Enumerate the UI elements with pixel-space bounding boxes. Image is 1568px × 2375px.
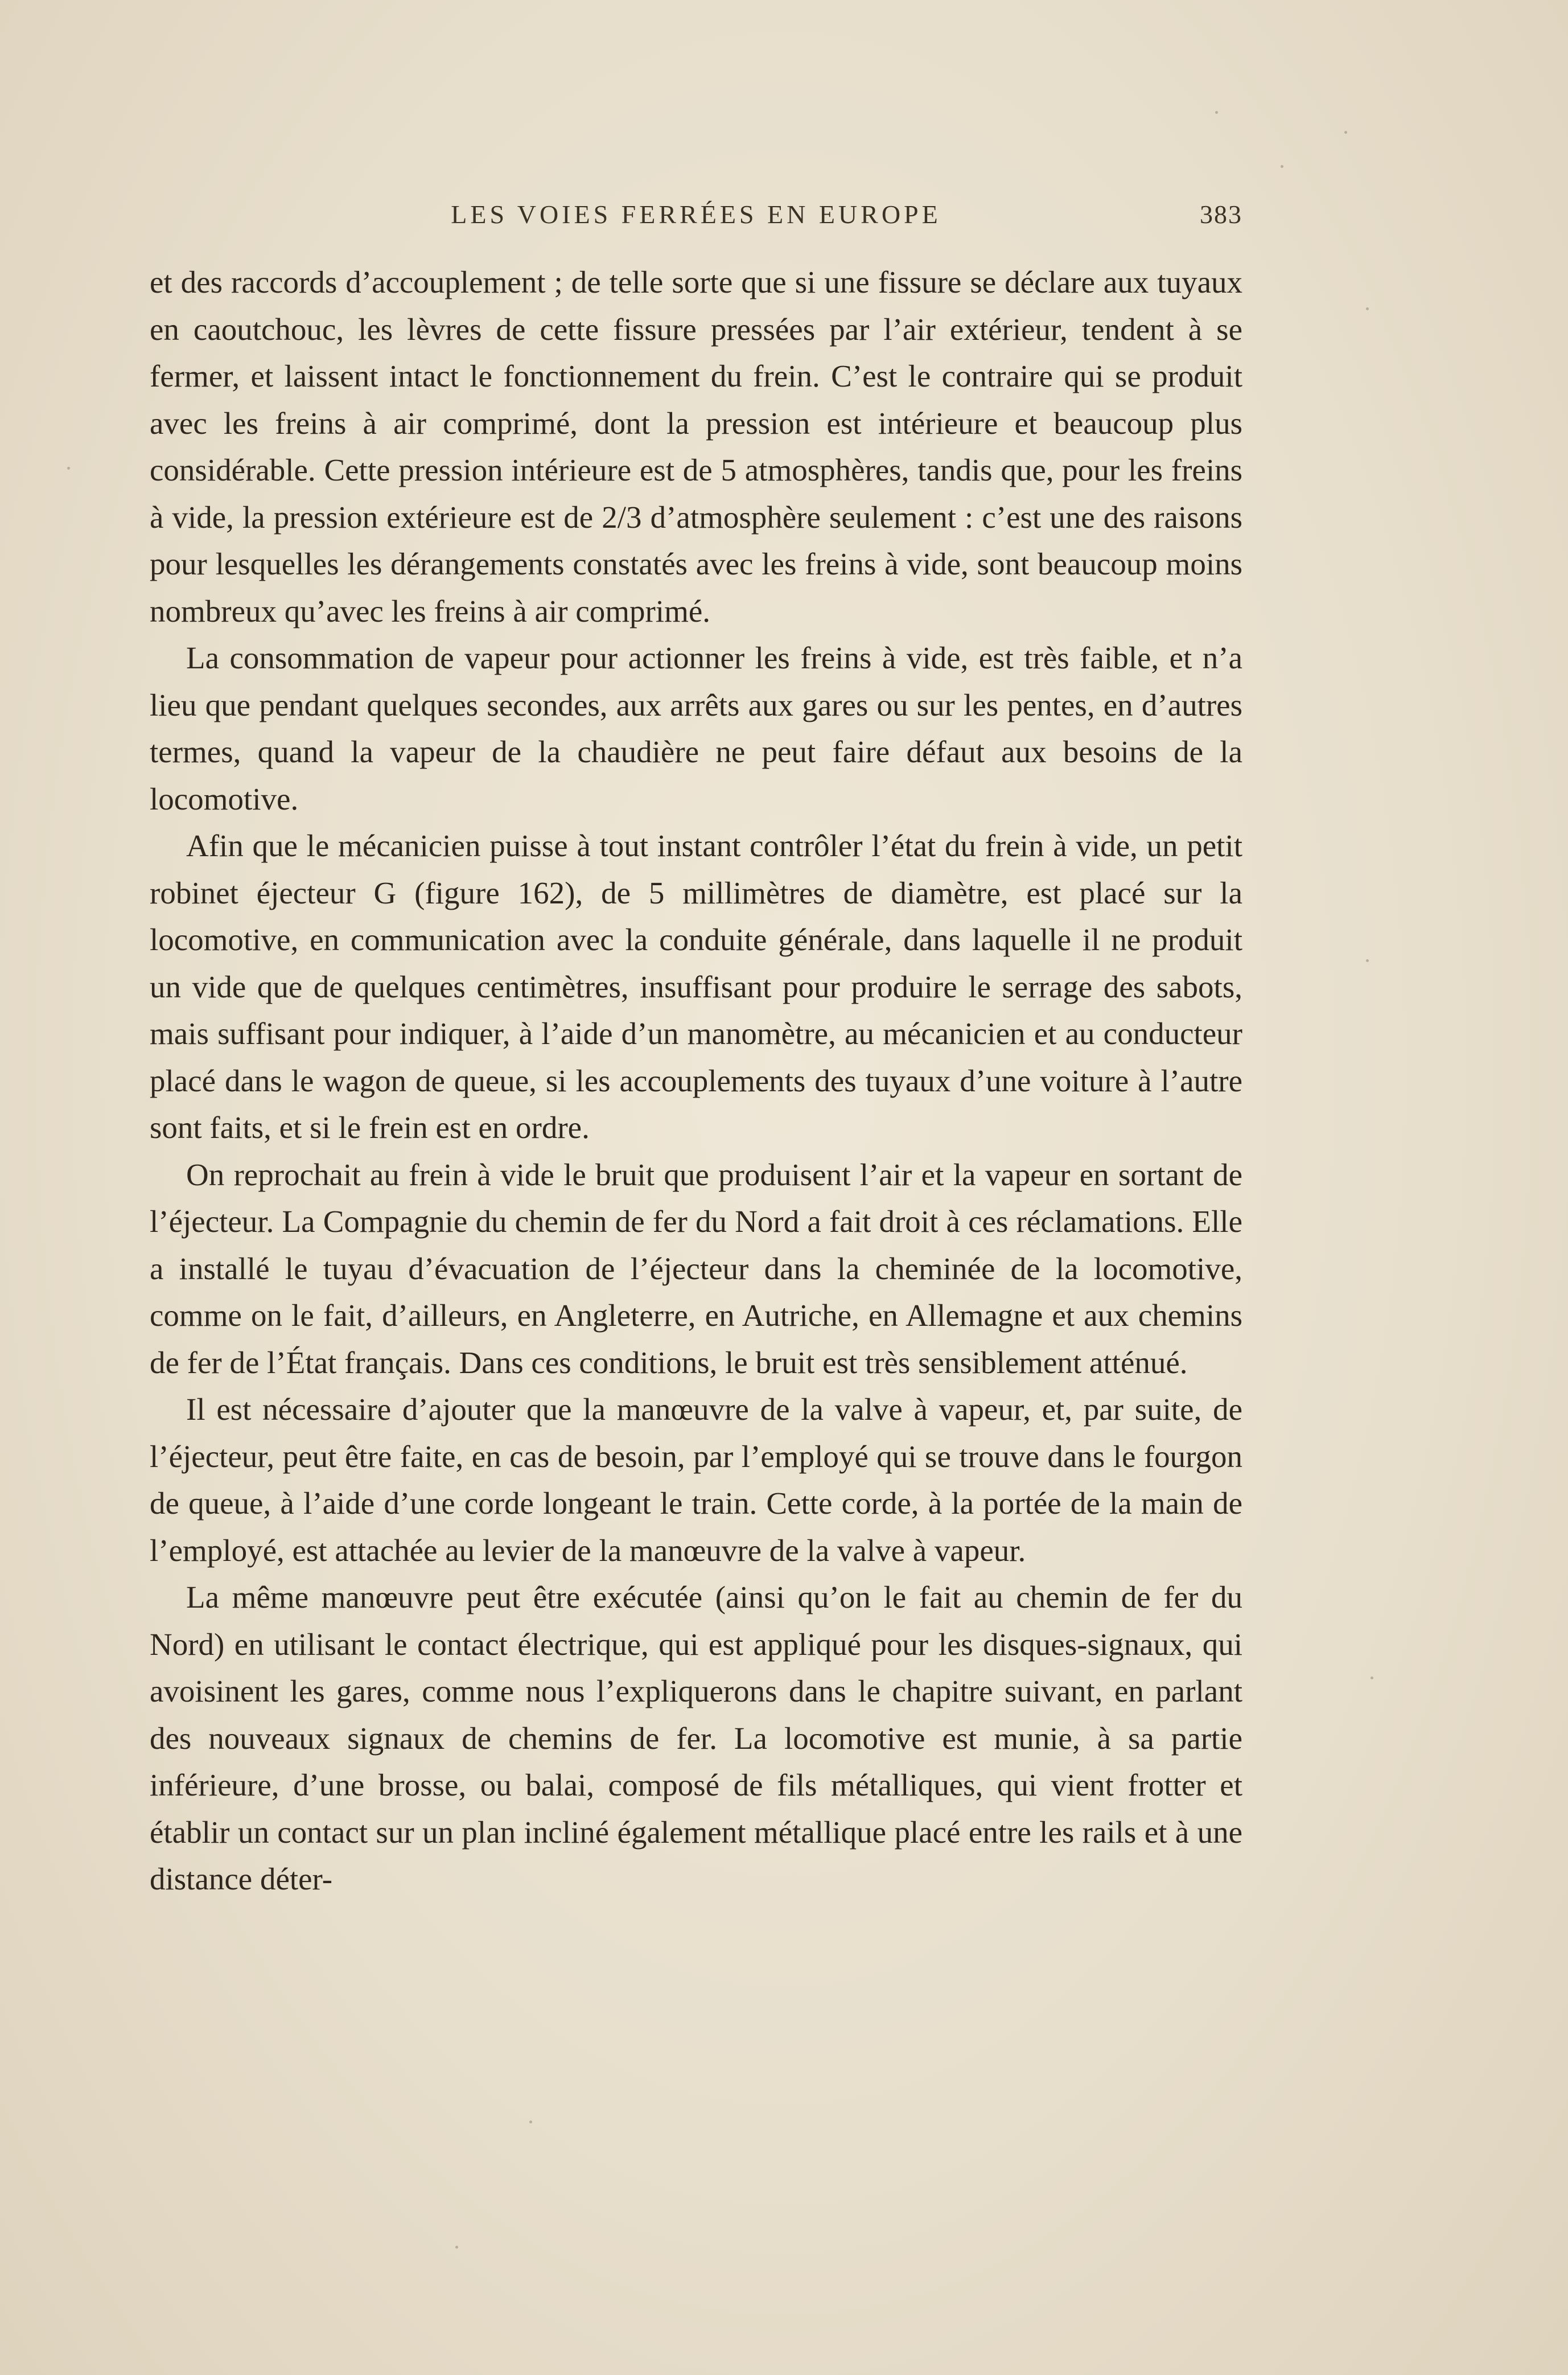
paper-speck <box>1371 1677 1373 1679</box>
paragraph-3: Afin que le mécanicien puisse à tout instant contrôler l’état du frein à vide, un petit robinet éjecteur G (figure 162), de 5 millimètres de diamètre, est placé sur la locomotive, en communication avec la conduite générale, dans laquelle il ne produit un vide que de quelques centimètres, insuffisant pour produire le serrage des sabots, mais suffisant pour indiquer, à l’aide d’un manomètre, au mécanicien et au conducteur placé dans le wagon de queue, si les accouplements des tuyaux d’une voiture à l’autre sont faits, et si le frein est en ordre. <box>150 828 1242 1145</box>
paragraph-2: La consommation de vapeur pour actionner les freins à vide, est très faible, et n’a lieu que pendant quelques secondes, aux arrêts aux gares ou sur les pentes, en d’autres termes, quand la vapeur de la chaudière ne peut faire défaut aux besoins de la locomotive. <box>150 640 1242 816</box>
paper-speck <box>529 2121 532 2123</box>
paragraph-5: Il est nécessaire d’ajouter que la manœuvre de la valve à vapeur, et, par suite, de l’éjecteur, peut être faite, en cas de besoin, par l’employé qui se trouve dans le fourgon de queue, à l’aide d’une corde longeant le train. Cette corde, à la portée de la main de l’employé, est attachée au levier de la manœuvre de la valve à vapeur. <box>150 1392 1242 1568</box>
paper-speck <box>1366 307 1369 310</box>
paper-speck <box>1215 111 1218 114</box>
paper-speck <box>455 2246 458 2249</box>
paragraph-6: La même manœuvre peut être exécutée (ainsi qu’on le fait au chemin de fer du Nord) en utilisant le contact électrique, qui est appliqué pour les disques-signaux, qui avoisinent les gares, comme nous l’expliquerons dans le chapitre suivant, en parlant des nouveaux signaux de chemins de fer. La locomotive est munie, à sa partie inférieure, d’une brosse, ou balai, composé de fils métalliques, qui vient frotter et établir un contact sur un plan incliné également métallique placé entre les rails et à une distance déter- <box>150 1580 1242 1896</box>
paragraph-4: On reprochait au frein à vide le bruit que produisent l’air et la vapeur en sortant de l’éjecteur. La Compagnie du chemin de fer du Nord a fait droit à ces réclamations. Elle a installé le tuyau d’évacuation de l’éjecteur dans la cheminée de la locomotive, comme on le fait, d’ailleurs, en Angleterre, en Autriche, en Allemagne et aux chemins de fer de l’État français. Dans ces conditions, le bruit est très sensiblement atténué. <box>150 1157 1242 1380</box>
page-header <box>150 199 1242 239</box>
body-text <box>150 259 1242 1903</box>
paper-speck <box>1366 959 1369 962</box>
paper-speck <box>1281 165 1283 168</box>
paper-speck <box>1344 131 1347 134</box>
paper-speck <box>67 467 70 470</box>
page-number: 383 <box>1200 200 1242 229</box>
running-title: LES VOIES FERRÉES EN EUROPE <box>451 200 941 229</box>
paragraph-1: et des raccords d’accouplement ; de telle sorte que si une fissure se déclare aux tuyaux en caoutchouc, les lèvres de cette fissure pressées par l’air extérieur, tendent à se fermer, et laissent intact le fonctionnement du frein. C’est le contraire qui se produit avec les freins à air comprimé, dont la pression est intérieure et beaucoup plus considérable. Cette pression intérieure est de 5 atmosphères, tandis que, pour les freins à vide, la pression extérieure est de 2/3 d’atmosphère seulement : c’est une des raisons pour lesquelles les dérangements constatés avec les freins à vide, sont beaucoup moins nombreux qu’avec les freins à air comprimé. <box>150 265 1242 628</box>
